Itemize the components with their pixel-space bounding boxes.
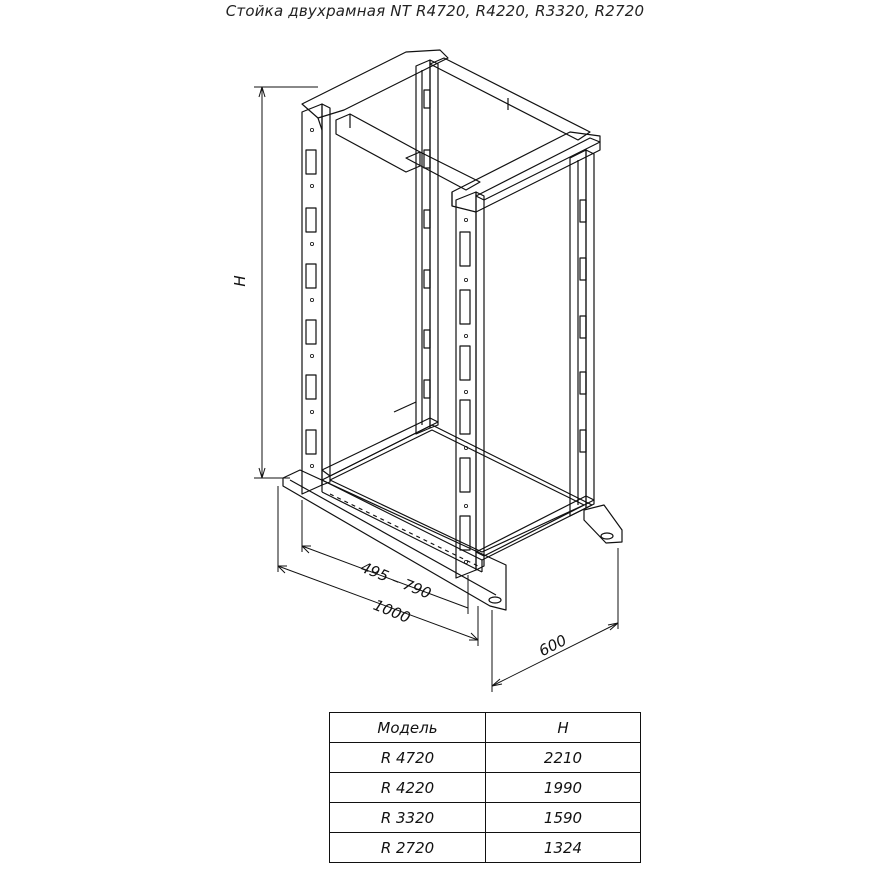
model-cell: R 2720 [330, 833, 486, 863]
model-height-table [329, 712, 641, 863]
height-cell: 2210 [486, 743, 641, 773]
height-dimension-label: H [231, 275, 249, 287]
model-cell: R 4220 [330, 773, 486, 803]
model-cell: R 4720 [330, 743, 486, 773]
table-row [330, 773, 641, 803]
height-column-header: H [486, 713, 641, 743]
height-cell: 1324 [486, 833, 641, 863]
height-dimension [254, 87, 318, 478]
rear-post-slots [424, 90, 430, 398]
model-cell: R 3320 [330, 803, 486, 833]
table-header-row [330, 713, 641, 743]
depth-label: 600 [535, 631, 570, 661]
length-label: 1000 [370, 595, 413, 627]
height-cell: 1990 [486, 773, 641, 803]
height-cell: 1590 [486, 803, 641, 833]
width-dimension [302, 500, 468, 614]
rear-frame [302, 50, 448, 494]
top-cross-beams [336, 58, 590, 190]
table-row [330, 833, 641, 863]
table-row [330, 743, 641, 773]
front-base-foot [584, 505, 622, 543]
adjustable-width-label: 495 – 790 [358, 558, 434, 603]
depth-dimension [492, 548, 618, 692]
front-frame [452, 132, 600, 578]
model-column-header: Модель [330, 713, 486, 743]
front-frame-slots [460, 200, 586, 550]
table-row [330, 803, 641, 833]
front-post-slots [306, 150, 316, 454]
drawing-title: Стойка двухрамная NT R4720, R4220, R3320, R2720 [225, 2, 645, 20]
